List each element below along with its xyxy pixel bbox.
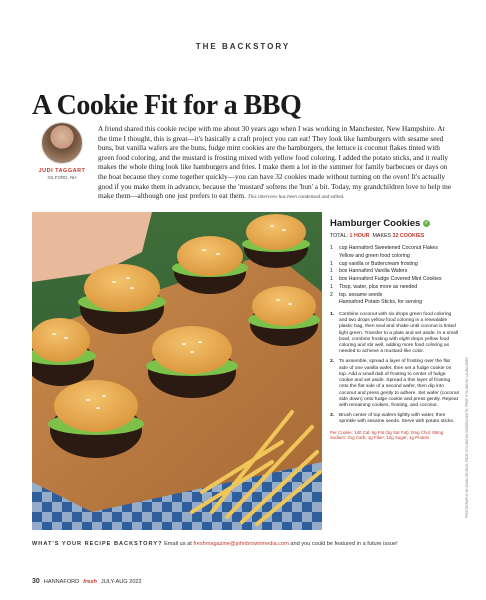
photo-credit: PHOTOGRAPHY BY ADAM DETOUR; FOOD STYLING BY KENDRA SMITH; PROP STYLING BY LAURA KERR	[465, 357, 469, 518]
step-list	[330, 312, 460, 425]
ingredient-item: 1 cup vanilla or Buttercream frosting	[330, 260, 418, 267]
makes-value: 32 COOKIES	[392, 233, 425, 239]
avatar	[41, 122, 83, 164]
call-to-action	[32, 541, 462, 547]
total-label: TOTAL:	[330, 233, 349, 239]
ingredient-item: 1 box Hannaford Vanilla Wafers	[330, 268, 408, 275]
ingredient-item: Hannaford Potato Sticks, for serving	[339, 299, 423, 306]
leaf-icon: ✓	[424, 220, 429, 226]
ingredient-item: Yellow and green food coloring	[339, 252, 410, 259]
recipe-card	[330, 218, 460, 441]
total-value: 1 HOUR	[349, 233, 370, 239]
editor-note: This interview has been condensed and edited.	[247, 194, 345, 201]
step-item: 1. Combine coconut with six drops green food coloring and two drops yellow food coloring in a resealable plastic bag, then seal and shake until coconut is tinted light green. Transfer to a plate and set aside. In a small bowl, combine frosting with eight drops yellow food coloring and stir well, adding more food coloring as needed to achieve a mustard-like color.	[330, 312, 459, 355]
author-block	[32, 122, 92, 180]
nutrition-info: Per Cookie: 140 Cal; 5g Fat (3g Sat Fat); 0mg Chol; 85mg Sodium; 21g Carb; 1g Fiber; 12g Sugar; 1g Protein	[330, 429, 444, 441]
intro-body: A friend shared this cookie recipe with me about 30 years ago when I was working in Manchester, New Hampshire. At the time I thought, this is great—it's basically a craft project you can eat! They look like hamburgers with sesame seed buns, but vanilla wafers are the buns, fudge mint cookies are the hamburgers, the lettuce is coconut flakes tinted with green food coloring, and the mustard is frosting mixed with yellow food coloring. I added the potato sticks, and it really makes the whole thing look like hamburgers and fries. I make them a lot in the summer for family barbecues or days on the boat because they come together quickly—you can have 32 cookies made without turning on the oven! It's actually good if you make them in advance, because the 'mustard' softens the 'bun' a bit. Today, my grandchildren love to help me make them—although one just prefers to eat them.	[98, 124, 452, 201]
section-label: THE BACKSTORY	[195, 42, 291, 51]
ingredient-item: 1 box Hannaford Fudge Covered Mint Cookies	[330, 276, 442, 283]
step-item: 3. Brush center of top wafers lightly with water, then sprinkle with sesame seeds. Serve with potato sticks.	[330, 413, 455, 425]
cookie-photo	[32, 212, 322, 530]
makes-label: MAKES	[372, 233, 392, 239]
brand-name: fresh	[83, 579, 97, 585]
issue-date: JULY-AUG 2022	[100, 579, 142, 585]
author-location: GILFORD, NH	[47, 175, 77, 180]
publisher-name: HANNAFORD	[43, 579, 80, 585]
author-name: JUDI TAGGART	[38, 168, 86, 174]
recipe-title	[330, 218, 460, 229]
page-footer	[32, 578, 142, 585]
hamburger-cookies-image	[32, 212, 322, 530]
cta-text-after: and you could be featured in a future issue!	[290, 541, 398, 547]
page-number: 30	[32, 578, 40, 585]
cta-label: WHAT'S YOUR RECIPE BACKSTORY?	[32, 541, 163, 547]
ingredient-item: 2 tsp. sesame seeds	[330, 291, 383, 298]
step-item: 2. To assemble, spread a layer of frosting over the flat side of one vanilla wafer, then set a fudge cookie on top. Add a small dab of frosting to center of fudge cookie and set aside. Spread a thin layer of frosting onto the flat side of a second wafer, then dip into coconut and press gently to adhere. Set wafer (coconut side down) onto fudge cookie and press gently. Repeat with remaining cookies, frosting, and coconut.	[330, 359, 459, 408]
cta-text-before: Email us at	[164, 541, 192, 547]
email-link[interactable]: freshmagazine@johnbrownmedia.com	[193, 541, 289, 547]
page-title: A Cookie Fit for a BBQ	[32, 90, 302, 121]
recipe-meta	[330, 233, 460, 239]
intro-text	[98, 124, 454, 203]
recipe-title-text: Hamburger Cookies	[330, 218, 421, 229]
ingredient-item: 1 cup Hannaford Sweetened Coconut Flakes	[330, 245, 438, 251]
ingredient-item: 1 Tbsp. water, plus more as needed	[330, 283, 418, 290]
ingredient-list	[330, 245, 460, 306]
